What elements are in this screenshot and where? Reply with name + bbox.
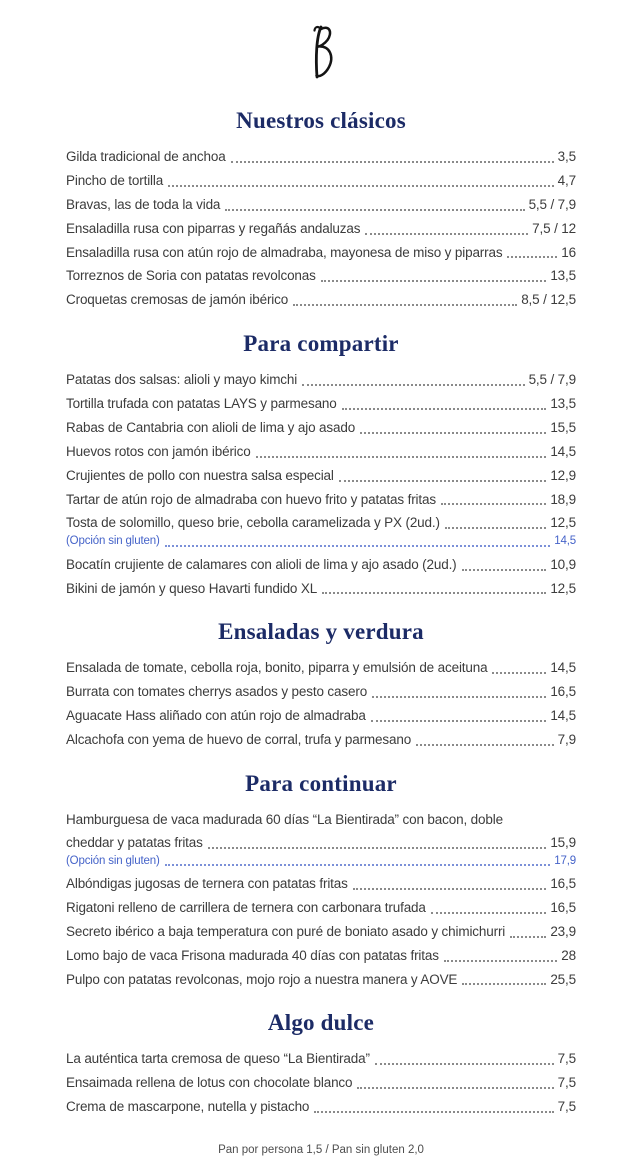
dot-leader (322, 592, 546, 594)
sub-item-row (66, 854, 576, 868)
dot-leader (208, 847, 547, 849)
item-price: 4,7 (557, 172, 576, 188)
dot-leader (462, 983, 546, 985)
section-title: Nuestros clásicos (236, 108, 406, 133)
menu-item-row (66, 835, 576, 852)
item-price: 16 (561, 244, 576, 260)
dot-leader (462, 569, 547, 571)
menu-item-row (66, 492, 576, 509)
item-price: 7,9 (557, 732, 576, 747)
dot-leader (165, 545, 551, 547)
item-name: Patatas dos salsas: alioli y mayo kimchi (66, 372, 298, 388)
dot-leader (507, 256, 557, 258)
section-items (66, 812, 576, 989)
menu-section (66, 1010, 576, 1116)
item-name: cheddar y patatas fritas (66, 834, 203, 850)
item-price: 15,5 (550, 419, 576, 435)
item-price: 14,5 (550, 660, 576, 676)
dot-leader (372, 696, 546, 698)
item-price: 7,5 (557, 1051, 576, 1067)
dot-leader (360, 432, 546, 434)
dot-leader (371, 720, 547, 722)
menu-item-row (66, 197, 576, 214)
item-name: (Opción sin gluten) (66, 535, 160, 548)
item-name: Secreto ibérico a baja temperatura con puré de boniato asado y chimichurri (66, 923, 506, 939)
item-name: Bikini de jamón y queso Havarti fundido XL (66, 580, 318, 596)
item-name: La auténtica tarta cremosa de queso “La Bientirada” (66, 1051, 370, 1067)
menu-item-row (66, 268, 576, 285)
sub-item-row (66, 534, 576, 548)
dot-leader (168, 185, 554, 187)
menu-section (66, 771, 576, 989)
item-name: Ensaladilla rusa con piparras y regañás andaluzas (66, 220, 361, 236)
menu-item-row (66, 708, 576, 725)
section-title: Algo dulce (267, 1010, 375, 1036)
item-price: 17,9 (554, 854, 576, 867)
section-items (66, 660, 576, 749)
item-name: Gilda tradicional de anchoa (66, 149, 226, 164)
section-title: Para continuar (245, 770, 397, 796)
menu-item-row (66, 245, 576, 262)
item-name: (Opción sin gluten) (66, 854, 160, 867)
item-name: Pulpo con patatas revolconas, mojo rojo a nuestra manera y AOVE (66, 971, 458, 987)
menu-item-row (66, 684, 576, 701)
menu-sections (66, 108, 576, 1116)
item-price: 14,5 (550, 443, 576, 459)
section-items (66, 372, 576, 597)
menu-item-row (66, 972, 576, 989)
dot-leader (342, 408, 547, 410)
dot-leader (353, 888, 547, 890)
item-name: Rigatoni relleno de carrillera de ternera con carbonara trufada (66, 899, 426, 915)
dot-leader (321, 280, 547, 282)
dot-leader (302, 384, 524, 386)
item-name: Albóndigas jugosas de ternera con patatas fritas (66, 876, 348, 891)
dot-leader (165, 864, 551, 866)
brand-logo (66, 22, 576, 86)
dot-leader (231, 161, 554, 163)
item-name: Huevos rotos con jamón ibérico (66, 443, 251, 459)
item-name: Rabas de Cantabria con alioli de lima y ajo asado (66, 419, 356, 435)
dot-leader (375, 1063, 554, 1065)
menu-item-row (66, 557, 576, 574)
section-title: Para compartir (243, 331, 399, 357)
item-price: 7,5 (557, 1099, 576, 1115)
item-name: Ensaimada rellena de lotus con chocolate blanco (66, 1075, 353, 1091)
dot-leader (441, 503, 546, 505)
menu-item-row (66, 1075, 576, 1092)
item-price: 16,5 (550, 684, 576, 700)
item-name-line1: Hamburguesa de vaca madurada 60 días “La Bientirada” con bacon, doble (66, 811, 503, 827)
item-price: 5,5 / 7,9 (528, 372, 576, 388)
dot-leader (431, 912, 547, 914)
item-price: 23,9 (550, 923, 576, 939)
item-name: Lomo bajo de vaca Frisona madurada 40 días con patatas fritas (66, 947, 439, 963)
item-name: Aguacate Hass aliñado con atún rojo de almadraba (66, 708, 366, 724)
menu-item-row (66, 221, 576, 238)
dot-leader (416, 744, 554, 746)
dot-leader (445, 527, 546, 529)
menu-item-row (66, 420, 576, 437)
item-name: Tartar de atún rojo de almadraba con huevo frito y patatas fritas (66, 491, 436, 507)
item-name: Crema de mascarpone, nutella y pistacho (66, 1099, 310, 1115)
brand-logo-b-icon (303, 22, 339, 82)
menu-item-row (66, 1051, 576, 1068)
item-price: 10,9 (550, 556, 576, 572)
menu-section (66, 619, 576, 749)
dot-leader (225, 209, 524, 211)
dot-leader (510, 936, 546, 938)
item-name: Ensalada de tomate, cebolla roja, bonito, piparra y emulsión de aceituna (66, 660, 488, 676)
menu-item-row (66, 372, 576, 389)
item-price: 28 (561, 947, 576, 963)
item-name: Bocatín crujiente de calamares con alioli de lima y ajo asado (2ud.) (66, 556, 457, 572)
menu-item-row (66, 1099, 576, 1116)
item-name: Pincho de tortilla (66, 172, 164, 188)
item-price: 16,5 (550, 876, 576, 891)
item-price: 13,5 (550, 396, 576, 411)
item-name: Bravas, las de toda la vida (66, 196, 221, 212)
item-price: 7,5 / 12 (532, 220, 576, 236)
item-price: 8,5 / 12,5 (521, 292, 576, 308)
item-name: Alcachofa con yema de huevo de corral, trufa y parmesano (66, 732, 412, 747)
menu-item-row (66, 444, 576, 461)
menu-item-row (66, 149, 576, 166)
dot-leader (444, 960, 557, 962)
item-price: 14,5 (550, 708, 576, 724)
item-name: Tosta de solomillo, queso brie, cebolla caramelizada y PX (2ud.) (66, 515, 440, 531)
item-name: Burrata con tomates cherrys asados y pesto casero (66, 684, 368, 700)
menu-section (66, 108, 576, 309)
dot-leader (339, 480, 547, 482)
dot-leader (365, 233, 528, 235)
item-price: 12,5 (550, 515, 576, 531)
dot-leader (256, 456, 547, 458)
menu-item-row (66, 660, 576, 677)
menu-item-row (66, 581, 576, 598)
item-name: Croquetas cremosas de jamón ibérico (66, 292, 289, 308)
item-price: 14,5 (554, 535, 576, 548)
item-price: 13,5 (550, 268, 576, 284)
menu-item-row (66, 173, 576, 190)
menu-item-row (66, 468, 576, 485)
menu-section (66, 331, 576, 597)
menu-item-row (66, 292, 576, 309)
item-price: 12,5 (550, 580, 576, 596)
dot-leader (357, 1087, 553, 1089)
item-name: Crujientes de pollo con nuestra salsa especial (66, 467, 334, 483)
menu-item-row (66, 515, 576, 532)
item-name: Tortilla trufada con patatas LAYS y parmesano (66, 396, 337, 411)
menu-item-row (66, 948, 576, 965)
item-price: 18,9 (550, 491, 576, 507)
item-price: 16,5 (550, 899, 576, 915)
item-price: 15,9 (550, 834, 576, 850)
menu-item-row (66, 900, 576, 917)
dot-leader (314, 1111, 553, 1113)
menu-item-row (66, 876, 576, 893)
section-title: Ensaladas y verdura (218, 619, 424, 645)
section-items (66, 149, 576, 309)
menu-item-row (66, 732, 576, 749)
dot-leader (492, 672, 546, 674)
item-price: 3,5 (557, 149, 576, 164)
item-price: 12,9 (550, 467, 576, 483)
item-price: 7,5 (557, 1075, 576, 1091)
item-name: Torreznos de Soria con patatas revolconas (66, 268, 316, 284)
item-name: Ensaladilla rusa con atún rojo de almadraba, mayonesa de miso y piparras (66, 244, 503, 260)
item-price: 5,5 / 7,9 (528, 196, 576, 212)
item-price: 25,5 (550, 971, 576, 987)
menu-item-row (66, 396, 576, 413)
footer-note: Pan por persona 1,5 / Pan sin gluten 2,0 (218, 1144, 424, 1156)
menu-item-row (66, 924, 576, 941)
dot-leader (293, 304, 517, 306)
section-items (66, 1051, 576, 1116)
